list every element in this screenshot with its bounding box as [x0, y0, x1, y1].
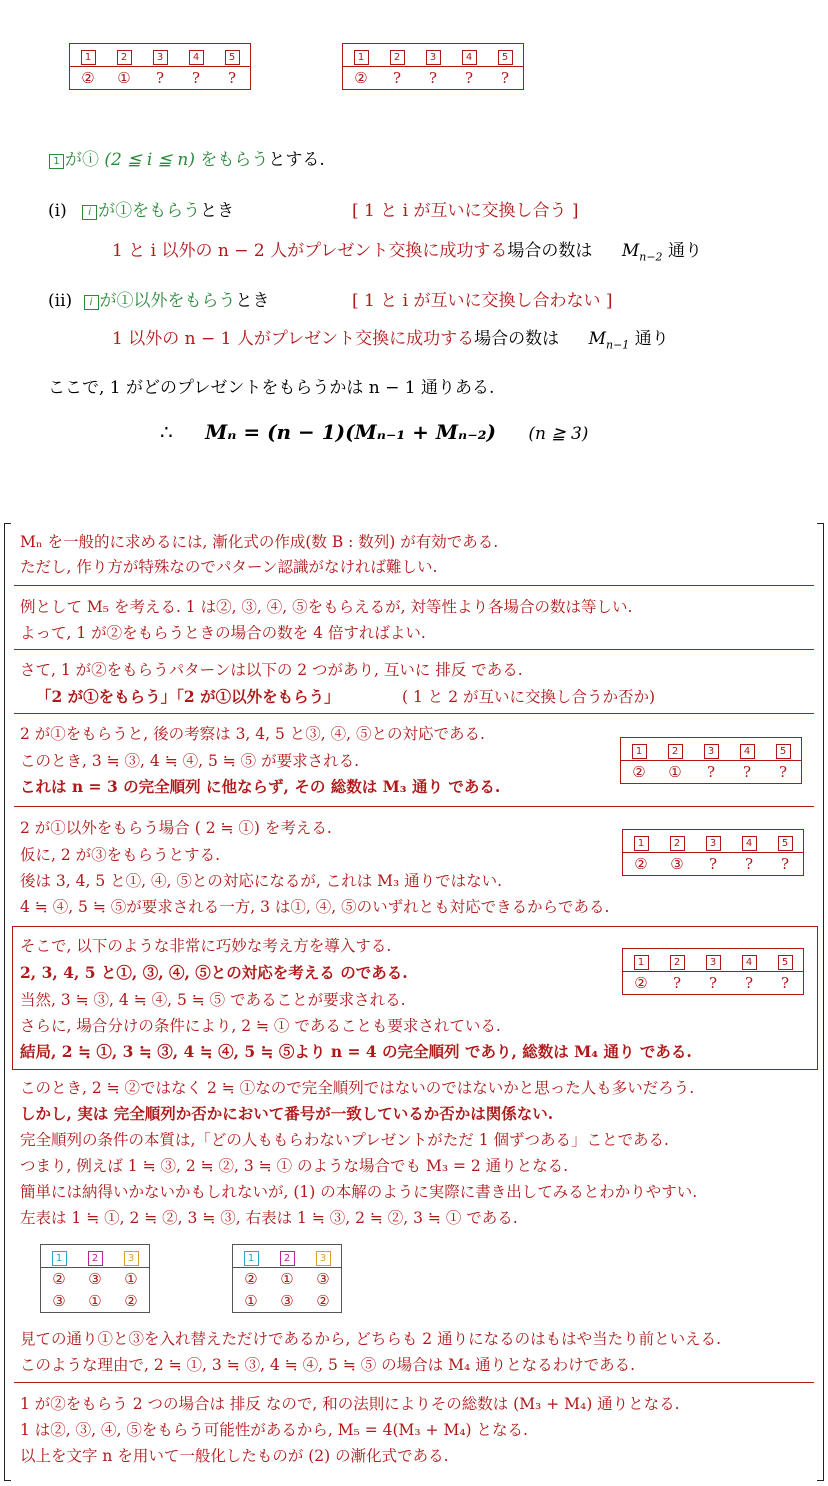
case1-bracket: [ 1 と i が互いに交換し合う ]	[352, 201, 579, 221]
explain-l9: これは n = 3 の完全順列 に他ならず, その 総数は M₃ 通り である.	[20, 777, 501, 796]
cell: 1	[81, 50, 96, 65]
explain-l10: 2 が①以外をもらう場合 ( 2 ≒ ①) を考える.	[20, 819, 332, 837]
explain-l6: 「2 が①をもらう」「2 が①以外をもらう」	[36, 687, 340, 706]
person-box: 1	[49, 154, 64, 169]
cell: 1	[354, 50, 369, 65]
cell: ②	[354, 69, 368, 87]
explain-l29: 以上を文字 n を用いて一般化したものが (2) の漸化式である.	[20, 1447, 449, 1465]
explain-l24: 左表は 1 ≒ ①, 2 ≒ ②, 3 ≒ ③, 右表は 1 ≒ ③, 2 ≒ ②, 3 ≒ ① である.	[20, 1209, 518, 1227]
cell: ②	[124, 1292, 138, 1310]
explain-l15: 2, 3, 4, 5 と①, ③, ④, ⑤との対応を考える のである.	[20, 963, 408, 982]
cell: 2	[88, 1251, 103, 1266]
cell: ③	[670, 855, 684, 873]
intro-range: (2 ≦ i ≦ n)	[104, 150, 195, 170]
intro-a: が	[65, 150, 82, 170]
explain-l7: 2 が①をもらうと, 後の考察は 3, 4, 5 と③, ④, ⑤との対応である.	[20, 725, 485, 743]
left-bracket	[4, 523, 11, 1481]
case1-count: M	[621, 241, 640, 261]
cell: ?	[500, 69, 510, 87]
cell: 2	[670, 836, 685, 851]
cell: ①	[88, 1292, 102, 1310]
explain-l18: 結局, 2 ≒ ①, 3 ≒ ③, 4 ≒ ④, 5 ≒ ⑤より n = 4 の完全順列 であり, 総数は M₄ 通り である.	[20, 1042, 692, 1061]
cell: 1	[634, 836, 649, 851]
case2-count-sub: n−1	[606, 338, 630, 352]
cell: ②	[632, 763, 646, 781]
explain-l27: 1 が②をもらう 2 つの場合は 排反 なので, 和の法則によりその総数は (M₃ + M₄) 通りとなる.	[20, 1395, 680, 1413]
case2-num: (ii)	[48, 291, 73, 311]
intro-line	[48, 145, 325, 170]
case2-box: i	[84, 295, 99, 310]
explain-l1: Mₙ を一般的に求めるには, 漸化式の作成(数 B : 数列) が有効である.	[20, 533, 499, 551]
divider	[14, 1382, 814, 1383]
explain-l14: そこで, 以下のような非常に巧妙な考え方を導入する.	[20, 937, 392, 955]
permutation-table-case3	[622, 948, 804, 995]
explain-l6b: ( 1 と 2 が互いに交換し合うか否か)	[402, 688, 656, 706]
case1-count-sub: n−2	[639, 250, 663, 264]
cell: ?	[778, 763, 788, 781]
cell: ?	[155, 69, 165, 87]
intro-circ: ⓘ	[82, 150, 99, 170]
cell: 3	[706, 836, 721, 851]
cell: 5	[778, 836, 793, 851]
cell: ?	[191, 69, 201, 87]
explain-l4: よって, 1 が②をもらうときの場合の数を 4 倍すればよい.	[20, 624, 426, 642]
cell: ②	[634, 855, 648, 873]
case2-a: が①以外をもらう	[99, 291, 236, 311]
cell: 5	[776, 744, 791, 759]
cell: ?	[744, 855, 754, 873]
case1-box: i	[82, 205, 97, 220]
explain-l19: このとき, 2 ≒ ②ではなく 2 ≒ ①なので完全順列ではないのではないかと思った人も多いだろう.	[20, 1079, 695, 1097]
cell: 2	[670, 955, 685, 970]
small-table-right	[232, 1244, 342, 1313]
divider	[14, 713, 814, 714]
cell: ③	[316, 1270, 330, 1288]
cell: 4	[742, 836, 757, 851]
cell: 3	[316, 1251, 331, 1266]
cell: 2	[668, 744, 683, 759]
divider	[14, 806, 814, 807]
cell: 3	[426, 50, 441, 65]
cell: 2	[280, 1251, 295, 1266]
explain-l5: さて, 1 が②をもらうパターンは以下の 2 つがあり, 互いに 排反 である.	[20, 661, 523, 679]
small-table-left	[40, 1244, 150, 1313]
cell: 1	[244, 1251, 259, 1266]
cell: ①	[124, 1270, 138, 1288]
explain-l11: 仮に, 2 が③をもらうとする.	[20, 846, 221, 864]
cell: ②	[244, 1270, 258, 1288]
cell: ?	[708, 855, 718, 873]
cell: ?	[744, 974, 754, 992]
cell: ①	[244, 1292, 258, 1310]
cell: 3	[706, 955, 721, 970]
cell: 2	[117, 50, 132, 65]
cell: 3	[153, 50, 168, 65]
cell: 4	[742, 955, 757, 970]
cell: ①	[280, 1270, 294, 1288]
explain-l23: 簡単には納得いかないかもしれないが, (1) の本解のように実際に書き出してみるとわかりやすい.	[20, 1183, 698, 1201]
cell: ?	[464, 69, 474, 87]
cell: ②	[52, 1270, 66, 1288]
case2-unit: 通り	[634, 329, 669, 349]
case1-num: (i)	[48, 201, 67, 221]
explain-l13: 4 ≒ ④, 5 ≒ ⑤が要求される一方, 3 は①, ④, ⑤のいずれとも対応できるからである.	[20, 898, 610, 916]
explain-l3: 例として M₅ を考える. 1 は②, ③, ④, ⑤をもらえるが, 対等性より各場合の数は等しい.	[20, 598, 633, 616]
intro-c: とする.	[268, 150, 325, 170]
therefore-symbol: ∴	[160, 420, 173, 444]
case1-detail-red: 1 と i 以外の n − 2 人がプレゼント交換に成功する	[112, 241, 508, 261]
intro-b: をもらう	[200, 150, 269, 170]
explain-l2: ただし, 作り方が特殊なのでパターン認識がなければ難しい.	[20, 558, 438, 576]
case2-b: とき	[235, 291, 270, 311]
cell: ?	[742, 763, 752, 781]
formula-line	[160, 420, 588, 444]
cell: ①	[668, 763, 682, 781]
cell: 5	[778, 955, 793, 970]
case1-detail-blk: 場合の数は	[507, 241, 593, 261]
here-line: ここで, 1 がどのプレゼントをもらうかは n − 1 通りある.	[48, 378, 495, 398]
case1-detail	[112, 236, 702, 263]
cell: 3	[704, 744, 719, 759]
divider	[14, 649, 814, 650]
explain-l12: 後は 3, 4, 5 と①, ④, ⑤との対応になるが, これは M₃ 通りではない.	[20, 872, 503, 890]
case2-count: M	[588, 329, 606, 349]
case1-a: が①をもらう	[98, 201, 201, 221]
explain-l26: このような理由で, 2 ≒ ①, 3 ≒ ③, 4 ≒ ④, 5 ≒ ⑤ の場合は M₄ 通りとなるわけである.	[20, 1356, 636, 1374]
cell: 2	[390, 50, 405, 65]
formula-cond: (n ≧ 3)	[528, 424, 589, 444]
case2-detail-blk: 場合の数は	[474, 329, 560, 349]
explain-l22: つまり, 例えば 1 ≒ ③, 2 ≒ ②, 3 ≒ ① のような場合でも M₃ = 2 通りとなる.	[20, 1157, 569, 1175]
case2-heading	[48, 286, 270, 311]
case2-bracket: [ 1 と i が互いに交換し合わない ]	[352, 291, 613, 311]
divider	[14, 585, 814, 586]
cell: ?	[780, 974, 790, 992]
case2-detail-red: 1 以外の n − 1 人がプレゼント交換に成功する	[112, 329, 475, 349]
explain-l28: 1 は②, ③, ④, ⑤をもらう可能性があるから, M₅ = 4(M₃ + M₄) となる.	[20, 1421, 528, 1439]
cell: ②	[316, 1292, 330, 1310]
right-bracket	[817, 523, 824, 1481]
explain-l21: 完全順列の条件の本質は,「どの人ももらわないプレゼントがただ 1 個ずつある」ことである.	[20, 1131, 669, 1149]
cell: ②	[81, 69, 95, 87]
cell: ②	[634, 974, 648, 992]
explain-l17: さらに, 場合分けの条件により, 2 ≒ ① であることも要求されている.	[20, 1017, 501, 1035]
cell: ?	[672, 974, 682, 992]
cell: ①	[117, 69, 131, 87]
cell: ?	[708, 974, 718, 992]
cell: 5	[225, 50, 240, 65]
permutation-table-top-left	[69, 43, 251, 90]
explain-l20: しかし, 実は 完全順列か否かにおいて番号が一致しているか否かは関係ない.	[20, 1104, 554, 1123]
permutation-table-case1	[620, 737, 802, 784]
permutation-table-case2	[622, 829, 804, 876]
cell: 4	[462, 50, 477, 65]
case1-b: とき	[200, 201, 235, 221]
explain-l8: このとき, 3 ≒ ③, 4 ≒ ④, 5 ≒ ⑤ が要求される.	[20, 752, 360, 770]
cell: 3	[124, 1251, 139, 1266]
cell: ?	[706, 763, 716, 781]
cell: 4	[740, 744, 755, 759]
cell: ?	[392, 69, 402, 87]
permutation-table-top-right	[342, 43, 524, 90]
cell: ?	[428, 69, 438, 87]
cell: ③	[52, 1292, 66, 1310]
case2-detail	[112, 324, 669, 351]
cell: 1	[632, 744, 647, 759]
case1-heading	[48, 196, 234, 221]
explain-l25: 見ての通り①と③を入れ替えただけであるから, どちらも 2 通りになるのはもはや当たり前といえる.	[20, 1330, 721, 1348]
cell: ?	[227, 69, 237, 87]
case1-unit: 通り	[667, 241, 702, 261]
cell: ③	[88, 1270, 102, 1288]
cell: 1	[52, 1251, 67, 1266]
cell: 5	[498, 50, 513, 65]
cell: ?	[780, 855, 790, 873]
cell: ③	[280, 1292, 294, 1310]
formula-main: Mₙ = (n − 1)(Mₙ₋₁ + Mₙ₋₂)	[205, 420, 496, 444]
explain-l16: 当然, 3 ≒ ③, 4 ≒ ④, 5 ≒ ⑤ であることが要求される.	[20, 991, 406, 1009]
cell: 4	[189, 50, 204, 65]
cell: 1	[634, 955, 649, 970]
